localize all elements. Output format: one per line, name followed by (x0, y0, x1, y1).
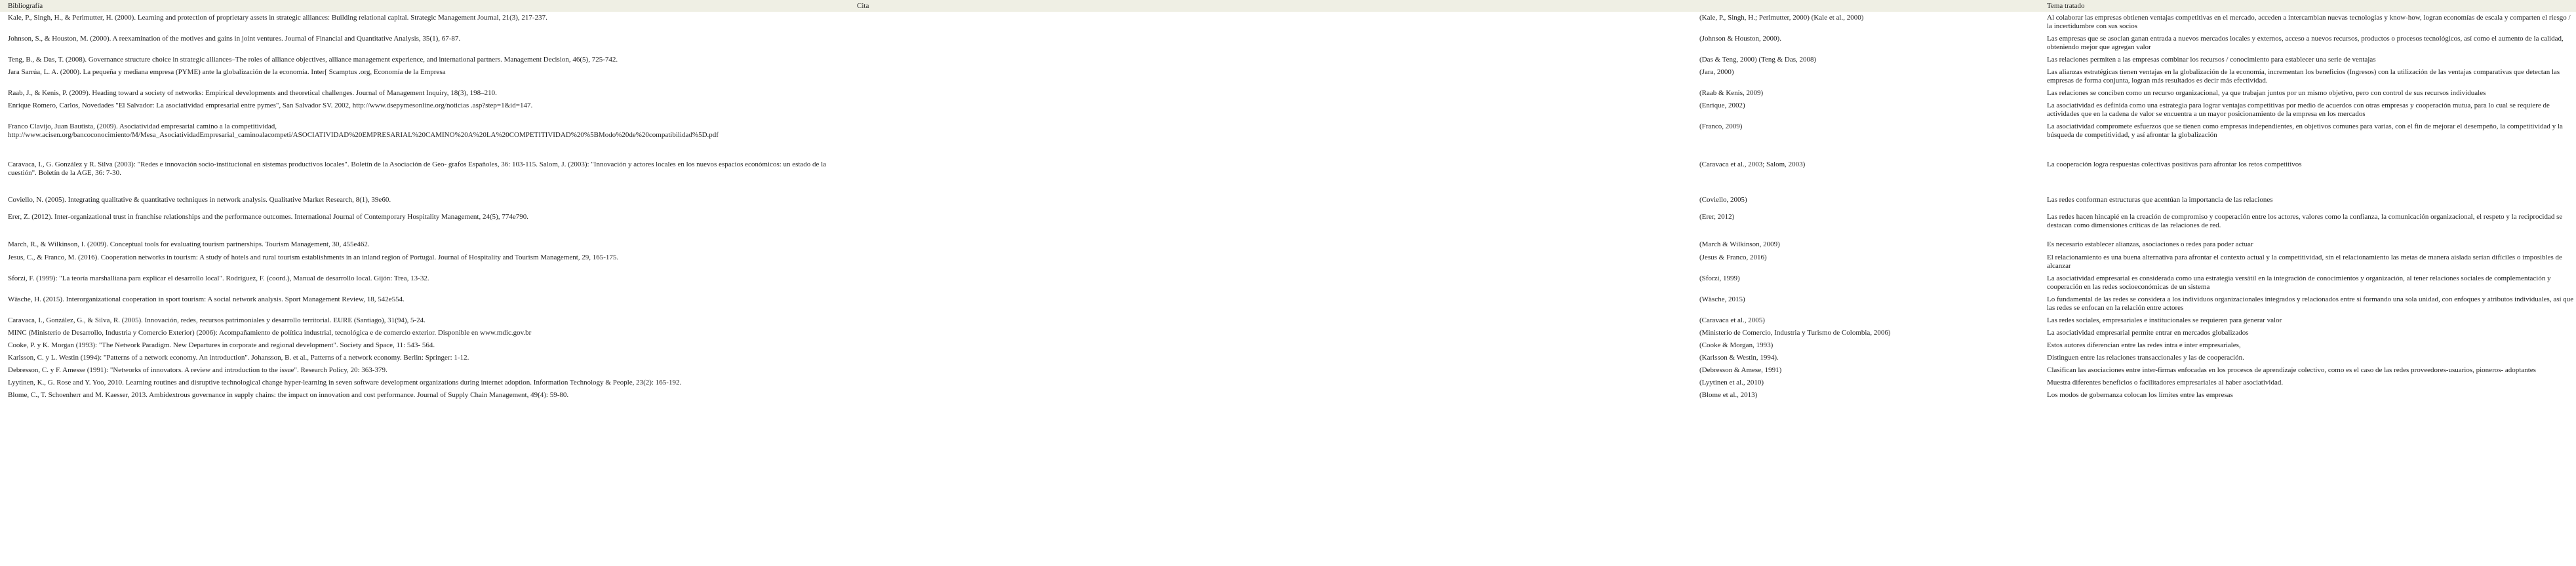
empty-cell[interactable] (849, 54, 1692, 66)
tema-tratado-cell[interactable]: Las relaciones se conciben como un recurso organizacional, ya que trabajan juntos por un mismo objetivo, pero con control de sus recursos individuales (2047, 89, 2486, 97)
cita-cell[interactable]: (Debresson & Amese, 1991) (1699, 366, 1782, 374)
empty-cell[interactable] (849, 194, 1692, 211)
tema-tratado-cell[interactable]: Las redes conforman estructuras que acentúan la importancia de las relaciones (2047, 196, 2273, 204)
tema-tratado-cell[interactable]: La asociatividad empresarial es considerada como una estrategia versátil en la integración de conocimientos y organización, al tener relaciones sociales de complementación y cooperación en las redes socioeconómicas de un sistema (2047, 274, 2551, 291)
header-cita[interactable]: Cita (849, 0, 2039, 12)
header-tema-tratado[interactable]: Tema tratado (2039, 0, 2576, 12)
bibliografia-cell[interactable]: Caravaca, I., González, G., & Silva, R. (2005). Innovación, redes, recursos patrimoniales y desarrollo territorial. EURE (Santiago), 31(94), 5-24. (8, 316, 426, 324)
cita-cell[interactable]: (Johnson & Houston, 2000). (1699, 35, 1781, 43)
empty-cell[interactable] (849, 339, 1692, 352)
tema-tratado-cell[interactable]: La asociatividad compromete esfuerzos que se tienen como empresas independientes, en objetivos comunes para varias, con el fin de mejorar el desempeño, la competitividad y la búsqueda de competitividad, y así afrontar la globalización (2047, 123, 2563, 139)
header-row (0, 0, 2576, 12)
table-row (0, 238, 2576, 252)
bibliografia-cell[interactable]: Cooke, P. y K. Morgan (1993): "The Network Paradigm. New Departures in corporate and regional development". Society and Space, 11: 543- 564. (8, 341, 435, 349)
table-row (0, 377, 2576, 389)
bibliografia-cell[interactable]: Jesus, C., & Franco, M. (2016). Cooperation networks in tourism: A study of hotels and rural tourism establishments in an inland region of Portugal. Journal of Hospitality and Tourism Management, 29, 165-175. (8, 254, 619, 261)
empty-cell[interactable] (849, 66, 1692, 87)
cita-cell[interactable]: (Jara, 2000) (1699, 68, 1734, 76)
cita-cell[interactable]: (Franco, 2009) (1699, 123, 1743, 130)
tema-tratado-cell[interactable]: Los modos de gobernanza colocan los límites entre las empresas (2047, 391, 2233, 399)
empty-cell[interactable] (849, 12, 1692, 33)
tema-tratado-cell[interactable]: Lo fundamental de las redes se considera a los individuos organizacionales integrados y relacionados entre sí formando una sola unidad, con enfoques y atributos individuales, así que las redes se enfocan en la relación entre actores (2047, 295, 2574, 312)
empty-cell[interactable] (849, 87, 1692, 100)
bibliografia-cell[interactable]: Erer, Z. (2012). Inter-organizational trust in franchise relationships and the performance outcomes. International Journal of Contemporary Hospitality Management, 24(5), 774e790. (8, 213, 528, 221)
bibliografia-cell[interactable]: Enrique Romero, Carlos, Novedades "El Salvador: La asociatividad empresarial entre pymes", San Salvador SV. 2002, http://www.dsepymesonline.org/noticias .asp?step=1&id=147. (8, 102, 533, 109)
tema-tratado-cell[interactable]: La asociatividad empresarial permite entrar en mercados globalizados (2047, 329, 2249, 337)
table-row (0, 33, 2576, 54)
tema-tratado-cell[interactable]: Las alianzas estratégicas tienen ventajas en la globalización de la economía, incrementan los beneficios (Ingresos) con la utilización de las ventajas comparativas que detectan las empresas de forma conjunta, logran más resultados es decir más efectividad. (2047, 68, 2560, 85)
table-body (0, 12, 2576, 402)
bibliografia-cell[interactable]: Debresson, C. y F. Amesse (1991): "Networks of innovators. A review and introduction to the issue". Research Policy, 20: 363-379. (8, 366, 387, 374)
cita-cell[interactable]: (Ministerio de Comercio, Industria y Turismo de Colombia, 2006) (1699, 329, 1891, 337)
tema-tratado-cell[interactable]: Clasifican las asociaciones entre inter-firmas enfocadas en los procesos de aprendizaje colectivo, como es el caso de las redes proveedores-usuarios, pioneros- adoptantes (2047, 366, 2536, 374)
table-row (0, 54, 2576, 66)
cita-cell[interactable]: (March & Wilkinson, 2009) (1699, 240, 1780, 248)
tema-tratado-cell[interactable]: Las redes hacen hincapié en la creación de compromiso y cooperación entre los actores, valores como la confianza, la comunicación organizacional, el respeto y la reciprocidad se destacan como dimensiones críticas de las relaciones de red. (2047, 213, 2563, 229)
table-row (0, 314, 2576, 327)
bibliografia-cell[interactable]: Coviello, N. (2005). Integrating qualitative & quantitative techniques in network analysis. Qualitative Market Research, 8(1), 39e60. (8, 196, 391, 204)
cita-cell[interactable]: (Caravaca et al., 2003; Salom, 2003) (1699, 160, 1806, 168)
table-row (0, 252, 2576, 273)
table-row (0, 364, 2576, 377)
empty-cell[interactable] (849, 327, 1692, 339)
cita-cell[interactable]: (Cooke & Morgan, 1993) (1699, 341, 1773, 349)
cita-cell[interactable]: (Kale, P., Singh, H.; Perlmutter, 2000) (Kale et al., 2000) (1699, 14, 1864, 22)
tema-tratado-cell[interactable]: Distinguen entre las relaciones transaccionales y las de cooperación. (2047, 354, 2244, 362)
tema-tratado-cell[interactable]: El relacionamiento es una buena alternativa para afrontar el contexto actual y la competitividad, sin el relacionamiento las metas de manera aislada serían difíciles o imposibles de alcanzar (2047, 254, 2562, 270)
cita-cell[interactable]: (Lyytinen et al., 2010) (1699, 379, 1764, 387)
empty-cell[interactable] (849, 389, 1692, 402)
bibliografia-cell[interactable]: Raab, J., & Kenis, P. (2009). Heading toward a society of networks: Empirical developments and theoretical challenges. Journal of Management Inquiry, 18(3), 198–210. (8, 89, 497, 97)
empty-cell[interactable] (849, 252, 1692, 273)
cita-cell[interactable]: (Blome et al., 2013) (1699, 391, 1758, 399)
bibliografia-cell[interactable]: Caravaca, I., G. González y R. Silva (2003): "Redes e innovación socio-institucional en sistemas productivos locales". Boletín de la Asociación de Geo- grafos Españoles, 36: 103-115. Salom, J. (2003): "Innovación y actores locales en los nuevos espacios económicos: un estado de la cuestión". Boletín de la AGE, 36: 7-30. (8, 160, 827, 177)
empty-cell[interactable] (849, 314, 1692, 327)
empty-cell[interactable] (849, 159, 1692, 194)
empty-cell[interactable] (849, 293, 1692, 314)
tema-tratado-cell[interactable]: Las empresas que se asocian ganan entrada a nuevos mercados locales y externos, acceso a nuevos recursos, productos o procesos tecnológicos, así como el aumento de la calidad, obteniendo mejor que agregan valor (2047, 35, 2564, 51)
cita-cell[interactable]: (Jesus & Franco, 2016) (1699, 254, 1767, 261)
bibliografia-cell[interactable]: Sforzi, F. (1999): "La teoría marshalliana para explicar el desarrollo local". Rodríguez, F. (coord.), Manual de desarrollo local. Gijón: Trea, 13-32. (8, 274, 429, 282)
table-row (0, 389, 2576, 402)
empty-cell[interactable] (849, 121, 1692, 159)
bibliografia-cell[interactable]: Blome, C., T. Schoenherr and M. Kaesser, 2013. Ambidextrous governance in supply chains: the impact on innovation and cost performance. Journal of Supply Chain Management, 49(4): 59-80. (8, 391, 569, 399)
cita-cell[interactable]: (Wäsche, 2015) (1699, 295, 1745, 303)
empty-cell[interactable] (849, 100, 1692, 121)
table-row (0, 194, 2576, 211)
cita-cell[interactable]: (Raab & Kenis, 2009) (1699, 89, 1764, 97)
empty-cell[interactable] (849, 211, 1692, 238)
table-row (0, 121, 2576, 159)
header-bibliografia[interactable]: Bibliografía (0, 0, 849, 12)
bibliografia-cell[interactable]: MINC (Ministerio de Desarrollo, Industria y Comercio Exterior) (2006): Acompañamiento de política industrial, tecnológica e de comercio exterior. Disponible en www.mdic.gov.br (8, 329, 532, 337)
table-row (0, 66, 2576, 87)
table-row (0, 159, 2576, 194)
tema-tratado-cell[interactable]: Las redes sociales, empresariales e institucionales se requieren para generar valor (2047, 316, 2282, 324)
tema-tratado-cell[interactable]: La asociatividad es definida como una estrategia para lograr ventajas competitivas por medio de acuerdos con otras empresas y cooperación mutua, para lo cual se requiere de actividades que en la cadena de valor se encuentra a un mayor posicionamiento de la empresa en los mercados (2047, 102, 2550, 118)
cita-cell[interactable]: (Coviello, 2005) (1699, 196, 1747, 204)
table-row (0, 327, 2576, 339)
bibliografia-cell[interactable]: Johnson, S., & Houston, M. (2000). A reexamination of the motives and gains in joint ventures. Journal of Financial and Quantitative Analysis, 35(1), 67-87. (8, 35, 461, 43)
bibliografia-cell[interactable]: Lyytinen, K., G. Rose and Y. Yoo, 2010. Learning routines and disruptive technological change hyper-learning in seven software development organizations during internet adoption. Information Technology & People, 23(2): 165-192. (8, 379, 682, 387)
cita-cell[interactable]: (Karlsson & Westin, 1994). (1699, 354, 1779, 362)
tema-tratado-cell[interactable]: Las relaciones permiten a las empresas combinar los recursos / conocimiento para establecer una serie de ventajas (2047, 56, 2376, 64)
table-row (0, 339, 2576, 352)
cita-cell[interactable]: (Caravaca et al., 2005) (1699, 316, 1765, 324)
bibliografia-cell[interactable]: Kale, P., Singh, H., & Perlmutter, H. (2000). Learning and protection of proprietary assets in strategic alliances: Building relational capital. Strategic Management Journal, 21(3), 217-237. (8, 14, 547, 22)
cita-cell[interactable]: (Sforzi, 1999) (1699, 274, 1740, 282)
empty-cell[interactable] (849, 364, 1692, 377)
empty-cell[interactable] (849, 238, 1692, 252)
bibliografia-cell[interactable]: March, R., & Wilkinson, I. (2009). Conceptual tools for evaluating tourism partnerships. Tourism Management, 30, 455e462. (8, 240, 370, 248)
table-row (0, 87, 2576, 100)
table-row (0, 352, 2576, 364)
bibliografia-cell[interactable]: Teng, B., & Das, T. (2008). Governance structure choice in strategic alliances–The roles of alliance objectives, alliance management experience, and international partners. Management Decision, 46(5), 725-742. (8, 56, 618, 64)
tema-tratado-cell[interactable]: Al colaborar las empresas obtienen ventajas competitivas en el mercado, acceden a intercambian nuevas tecnologías y know-how, logran economías de escala y comparten el riesgo / la incertidumbre con sus socios (2047, 14, 2571, 30)
bibliografia-cell[interactable]: Karlsson, C. y L. Westin (1994): "Patterns of a network economy. An introduction". Johansson, B. et al., Patterns of a network economy. Berlin: Springer: 1-12. (8, 354, 469, 362)
cita-cell[interactable]: (Erer, 2012) (1699, 213, 1735, 221)
empty-cell[interactable] (849, 352, 1692, 364)
tema-tratado-cell[interactable]: Es necesario establecer alianzas, asociaciones o redes para poder actuar (2047, 240, 2253, 248)
empty-cell[interactable] (849, 273, 1692, 293)
table-row (0, 100, 2576, 121)
empty-cell[interactable] (849, 377, 1692, 389)
cita-cell[interactable]: (Das & Teng, 2000) (Teng & Das, 2008) (1699, 56, 1817, 64)
cita-cell[interactable]: (Enrique, 2002) (1699, 102, 1745, 109)
tema-tratado-cell[interactable]: La cooperación logra respuestas colectivas positivas para afrontar los retos competitivos (2047, 160, 2302, 168)
bibliografia-cell[interactable]: Jara Sarrúa, L. A. (2000). La pequeña y mediana empresa (PYME) ante la globalización de la economía. Inter[ Scamptus .org, Economía de la Empresa (8, 68, 446, 76)
empty-cell[interactable] (849, 33, 1692, 54)
table-row (0, 273, 2576, 293)
table-row (0, 293, 2576, 314)
table-row (0, 211, 2576, 238)
tema-tratado-cell[interactable]: Muestra diferentes beneficios o facilitadores empresariales al haber asociatividad. (2047, 379, 2284, 387)
bibliografia-cell[interactable]: Wäsche, H. (2015). Interorganizational cooperation in sport tourism: A social network analysis. Sport Management Review, 18, 542e554. (8, 295, 405, 303)
table-row (0, 12, 2576, 33)
bibliografia-cell[interactable]: Franco Clavijo, Juan Bautista, (2009). Asociatividad empresarial camino a la competitividad, http://www.acisen.org/bancoconocimiento/M/Mesa_AsociatividadEmpresarial_caminoalacompeti/ASOCIATIVIDAD%20EMPRESARIAL%20CAMINO%20A%20LA%20COMPETITIVIDAD%20%5BModo%20de%20compatibilidad%5D.pdf (8, 123, 719, 139)
tema-tratado-cell[interactable]: Estos autores diferencian entre las redes intra e inter empresariales, (2047, 341, 2241, 349)
